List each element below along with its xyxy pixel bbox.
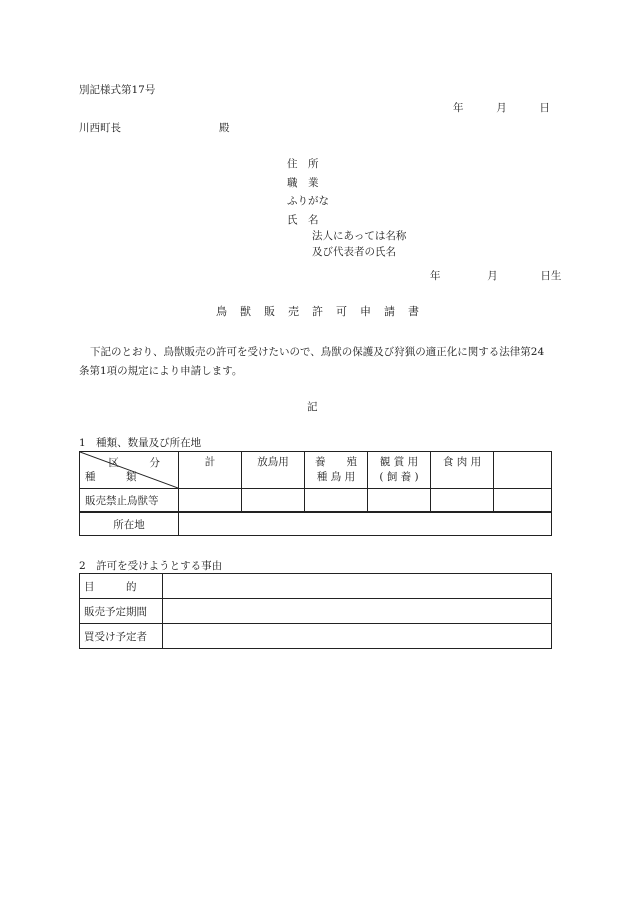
cell-breeding[interactable] [305, 489, 368, 512]
body-text: 下記のとおり、鳥獣販売の許可を受けたいので、鳥獣の保護及び狩猟の適正化に関する法律第24条第1項の規定により申請します。 [79, 346, 545, 377]
col-blank [494, 452, 552, 489]
document-title: 鳥獣販売許可申請書 [216, 305, 432, 318]
addressee-name: 川西町長 [79, 122, 121, 134]
ki-marker: 記 [307, 401, 318, 413]
furigana-label: ふりがな [287, 195, 329, 207]
form-number: 別記様式第17号 [79, 84, 156, 96]
location-label: 所在地 [80, 512, 179, 536]
sales-period-label: 販売予定期間 [80, 599, 163, 624]
date-year-label: 年 [453, 102, 464, 114]
kubun-label: 区 分 [108, 457, 170, 469]
col-meat: 食 肉 用 [431, 452, 494, 489]
date-day-label: 日 [539, 102, 550, 114]
species-quantity-table [79, 451, 552, 512]
section1-heading: 1 種類、数量及び所在地 [79, 437, 202, 449]
section2-heading: 2 許可を受けようとする事由 [79, 560, 223, 572]
location-value[interactable] [179, 512, 552, 536]
birth-year-label: 年 [430, 270, 441, 282]
purpose-label: 目 的 [80, 574, 163, 599]
col-ornamental: 観 賞 用 ( 飼 養 ) [368, 452, 431, 489]
cell-release[interactable] [242, 489, 305, 512]
shurui-label: 種 類 [85, 471, 147, 483]
name-label: 氏 名 [287, 214, 319, 226]
kubun-shurui-header [80, 452, 179, 489]
date-month-label: 月 [496, 102, 507, 114]
birth-day-label: 日生 [540, 270, 562, 282]
corp-note-1: 法人にあっては名称 [312, 230, 407, 242]
reason-table [79, 573, 552, 649]
cell-blank[interactable] [494, 489, 552, 512]
cell-meat[interactable] [431, 489, 494, 512]
col-total: 計 [179, 452, 242, 489]
sales-period-value[interactable] [163, 599, 552, 624]
location-table [79, 511, 552, 536]
col-release: 放鳥用 [242, 452, 305, 489]
buyer-value[interactable] [163, 624, 552, 649]
row-label-prohibited: 販売禁止鳥獣等 [80, 489, 179, 512]
buyer-label: 買受け予定者 [80, 624, 163, 649]
body-paragraph [79, 343, 551, 381]
cell-ornamental[interactable] [368, 489, 431, 512]
birth-month-label: 月 [487, 270, 498, 282]
addressee-honorific: 殿 [219, 122, 230, 134]
occupation-label: 職 業 [287, 177, 319, 189]
birth-date [430, 268, 561, 283]
corp-note-2: 及び代表者の氏名 [312, 246, 396, 258]
col-breeding: 養 殖 種 鳥 用 [305, 452, 368, 489]
address-label: 住 所 [287, 158, 319, 170]
submission-date [453, 100, 550, 115]
cell-total[interactable] [179, 489, 242, 512]
purpose-value[interactable] [163, 574, 552, 599]
